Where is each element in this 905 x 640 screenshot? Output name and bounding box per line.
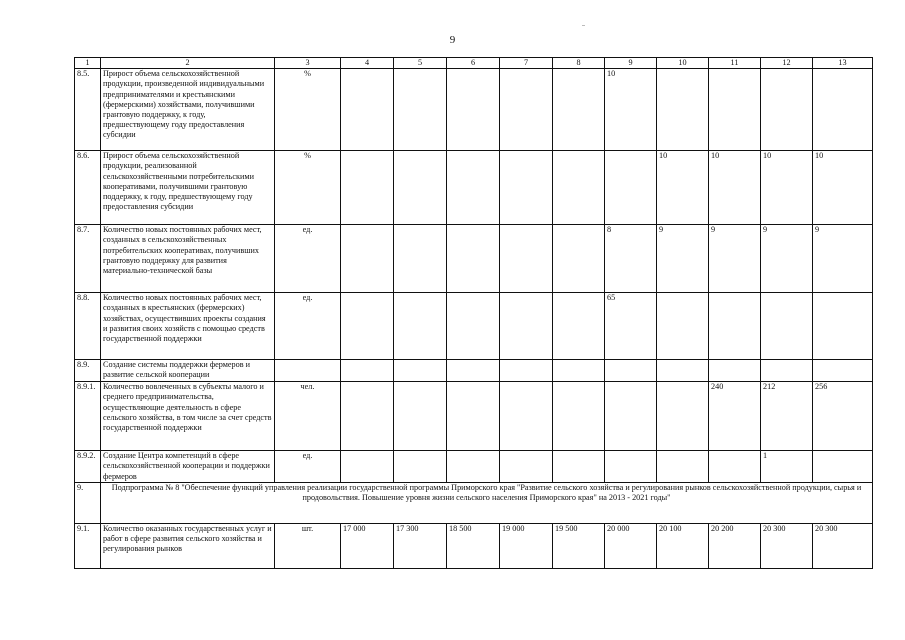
value-cell: [709, 451, 761, 483]
value-cell: [394, 382, 447, 451]
value-cell: [605, 360, 657, 382]
value-cell: [341, 225, 394, 293]
value-cell: [447, 293, 500, 360]
value-cell: [709, 360, 761, 382]
value-cell: [394, 151, 447, 225]
value-cell: [394, 69, 447, 151]
value-cell: [553, 293, 605, 360]
table-row: [75, 293, 873, 360]
unit-of-measure: ед.: [275, 451, 341, 483]
value-cell: [500, 382, 553, 451]
value-cell: [553, 225, 605, 293]
value-cell: [553, 151, 605, 225]
value-cell: [553, 360, 605, 382]
row-number: 8.8.: [75, 293, 101, 360]
indicator-name: Количество вовлеченных в субъекты малого и среднего предпринимательства, осуществляющие деятельность в сфере сельского хозяйства, в том числе за счет средств государственной поддержки: [101, 382, 275, 451]
value-cell: 19 000: [500, 523, 553, 568]
value-cell: [813, 69, 873, 151]
value-cell: [447, 451, 500, 483]
value-cell: 9: [813, 225, 873, 293]
value-cell: [500, 360, 553, 382]
column-number-1: 1: [75, 58, 101, 69]
value-cell: [447, 225, 500, 293]
value-cell: [447, 69, 500, 151]
value-cell: 20 100: [657, 523, 709, 568]
value-cell: [761, 293, 813, 360]
value-cell: [394, 225, 447, 293]
value-cell: [394, 451, 447, 483]
header-row: [75, 58, 873, 69]
unit-of-measure: ед.: [275, 225, 341, 293]
indicator-name: Создание Центра компетенций в сфере сельскохозяйственной кооперации и поддержки фермеров: [101, 451, 275, 483]
unit-of-measure: чел.: [275, 382, 341, 451]
indicator-name: Прирост объема сельскохозяйственной продукции, произведенной индивидуальными предпринимателями и крестьянскими (фермерскими) хозяйствами, получившими грантовую поддержку, к году, предшествующему году предоставления субсидии: [101, 69, 275, 151]
indicator-name: Количество новых постоянных рабочих мест, созданных в сельскохозяйственных потребительских кооперативах, получивших грантовую поддержку для развития материально-технической базы: [101, 225, 275, 293]
value-cell: [553, 451, 605, 483]
value-cell: [447, 360, 500, 382]
value-cell: 9: [709, 225, 761, 293]
unit-of-measure: шт.: [275, 523, 341, 568]
value-cell: [341, 293, 394, 360]
row-number: 8.9.1.: [75, 382, 101, 451]
value-cell: [657, 360, 709, 382]
column-number-13: 13: [813, 58, 873, 69]
row-number: 8.7.: [75, 225, 101, 293]
column-number-9: 9: [605, 58, 657, 69]
column-number-4: 4: [341, 58, 394, 69]
row-number: 9.: [75, 482, 101, 523]
unit-of-measure: [275, 360, 341, 382]
column-number-10: 10: [657, 58, 709, 69]
value-cell: [447, 382, 500, 451]
value-cell: [813, 360, 873, 382]
value-cell: 212: [761, 382, 813, 451]
value-cell: [394, 360, 447, 382]
value-cell: [605, 451, 657, 483]
table-body: [75, 58, 873, 569]
indicator-name: Прирост объема сельскохозяйственной продукции, реализованной сельскохозяйственными потребительскими кооперативами, получившими грантовую поддержку, к году, предшествующему году предоставления субсидии: [101, 151, 275, 225]
value-cell: [761, 360, 813, 382]
indicator-name: Создание системы поддержки фермеров и развитие сельской кооперации: [101, 360, 275, 382]
value-cell: 1: [761, 451, 813, 483]
value-cell: 18 500: [447, 523, 500, 568]
value-cell: [709, 69, 761, 151]
value-cell: [709, 293, 761, 360]
value-cell: [500, 69, 553, 151]
column-number-8: 8: [553, 58, 605, 69]
value-cell: [657, 451, 709, 483]
value-cell: 20 000: [605, 523, 657, 568]
value-cell: [500, 151, 553, 225]
value-cell: [341, 382, 394, 451]
value-cell: 17 300: [394, 523, 447, 568]
column-number-11: 11: [709, 58, 761, 69]
value-cell: [341, 151, 394, 225]
value-cell: [341, 360, 394, 382]
unit-of-measure: %: [275, 69, 341, 151]
value-cell: 10: [709, 151, 761, 225]
unit-of-measure: ед.: [275, 293, 341, 360]
column-number-3: 3: [275, 58, 341, 69]
value-cell: 240: [709, 382, 761, 451]
value-cell: 10: [761, 151, 813, 225]
row-number: 8.9.: [75, 360, 101, 382]
value-cell: 19 500: [553, 523, 605, 568]
row-number: 8.9.2.: [75, 451, 101, 483]
value-cell: 256: [813, 382, 873, 451]
value-cell: [813, 451, 873, 483]
value-cell: [341, 451, 394, 483]
value-cell: [341, 69, 394, 151]
value-cell: [657, 293, 709, 360]
row-number: 9.1.: [75, 523, 101, 568]
value-cell: 17 000: [341, 523, 394, 568]
indicator-name: Количество новых постоянных рабочих мест, созданных в крестьянских (фермерских) хозяйствах, осуществивших проекты создания и развития своих хозяйств с помощью средств государственной поддержки: [101, 293, 275, 360]
value-cell: [500, 225, 553, 293]
indicator-name: Количество оказанных государственных услуг и работ в сфере развития сельского хозяйства и регулирования рынков: [101, 523, 275, 568]
value-cell: 65: [605, 293, 657, 360]
value-cell: [447, 151, 500, 225]
value-cell: [553, 69, 605, 151]
table-row: [75, 151, 873, 225]
column-number-2: 2: [101, 58, 275, 69]
indicators-table: [74, 57, 873, 569]
value-cell: 20 300: [761, 523, 813, 568]
table-row: [75, 225, 873, 293]
value-cell: [394, 293, 447, 360]
table-row: [75, 523, 873, 568]
value-cell: [605, 382, 657, 451]
column-number-7: 7: [500, 58, 553, 69]
value-cell: 9: [657, 225, 709, 293]
page-number: 9: [449, 34, 456, 46]
unit-of-measure: %: [275, 151, 341, 225]
value-cell: [657, 69, 709, 151]
value-cell: [553, 382, 605, 451]
table-row: [75, 360, 873, 382]
table-row: [75, 451, 873, 483]
column-number-12: 12: [761, 58, 813, 69]
column-number-6: 6: [447, 58, 500, 69]
column-number-5: 5: [394, 58, 447, 69]
subprogram-row: [75, 482, 873, 523]
value-cell: [500, 451, 553, 483]
value-cell: [500, 293, 553, 360]
value-cell: 20 200: [709, 523, 761, 568]
row-number: 8.5.: [75, 69, 101, 151]
value-cell: [657, 382, 709, 451]
value-cell: 20 300: [813, 523, 873, 568]
subprogram-title: Подпрограмма № 8 "Обеспечение функций управления реализации государственной программы Приморского края "Развитие сельского хозяйства и регулирования рынков сельскохозяйственной продукции, сырья и продовольствия. Повышение уровня жизни сельского населения Приморского края" на 2013 - 2021 годы": [101, 482, 873, 523]
value-cell: 8: [605, 225, 657, 293]
table-row: [75, 382, 873, 451]
value-cell: 10: [657, 151, 709, 225]
value-cell: 9: [761, 225, 813, 293]
scan-artifact: [582, 25, 585, 26]
value-cell: 10: [605, 69, 657, 151]
value-cell: [761, 69, 813, 151]
value-cell: [813, 293, 873, 360]
table-row: [75, 69, 873, 151]
value-cell: 10: [813, 151, 873, 225]
row-number: 8.6.: [75, 151, 101, 225]
value-cell: [605, 151, 657, 225]
